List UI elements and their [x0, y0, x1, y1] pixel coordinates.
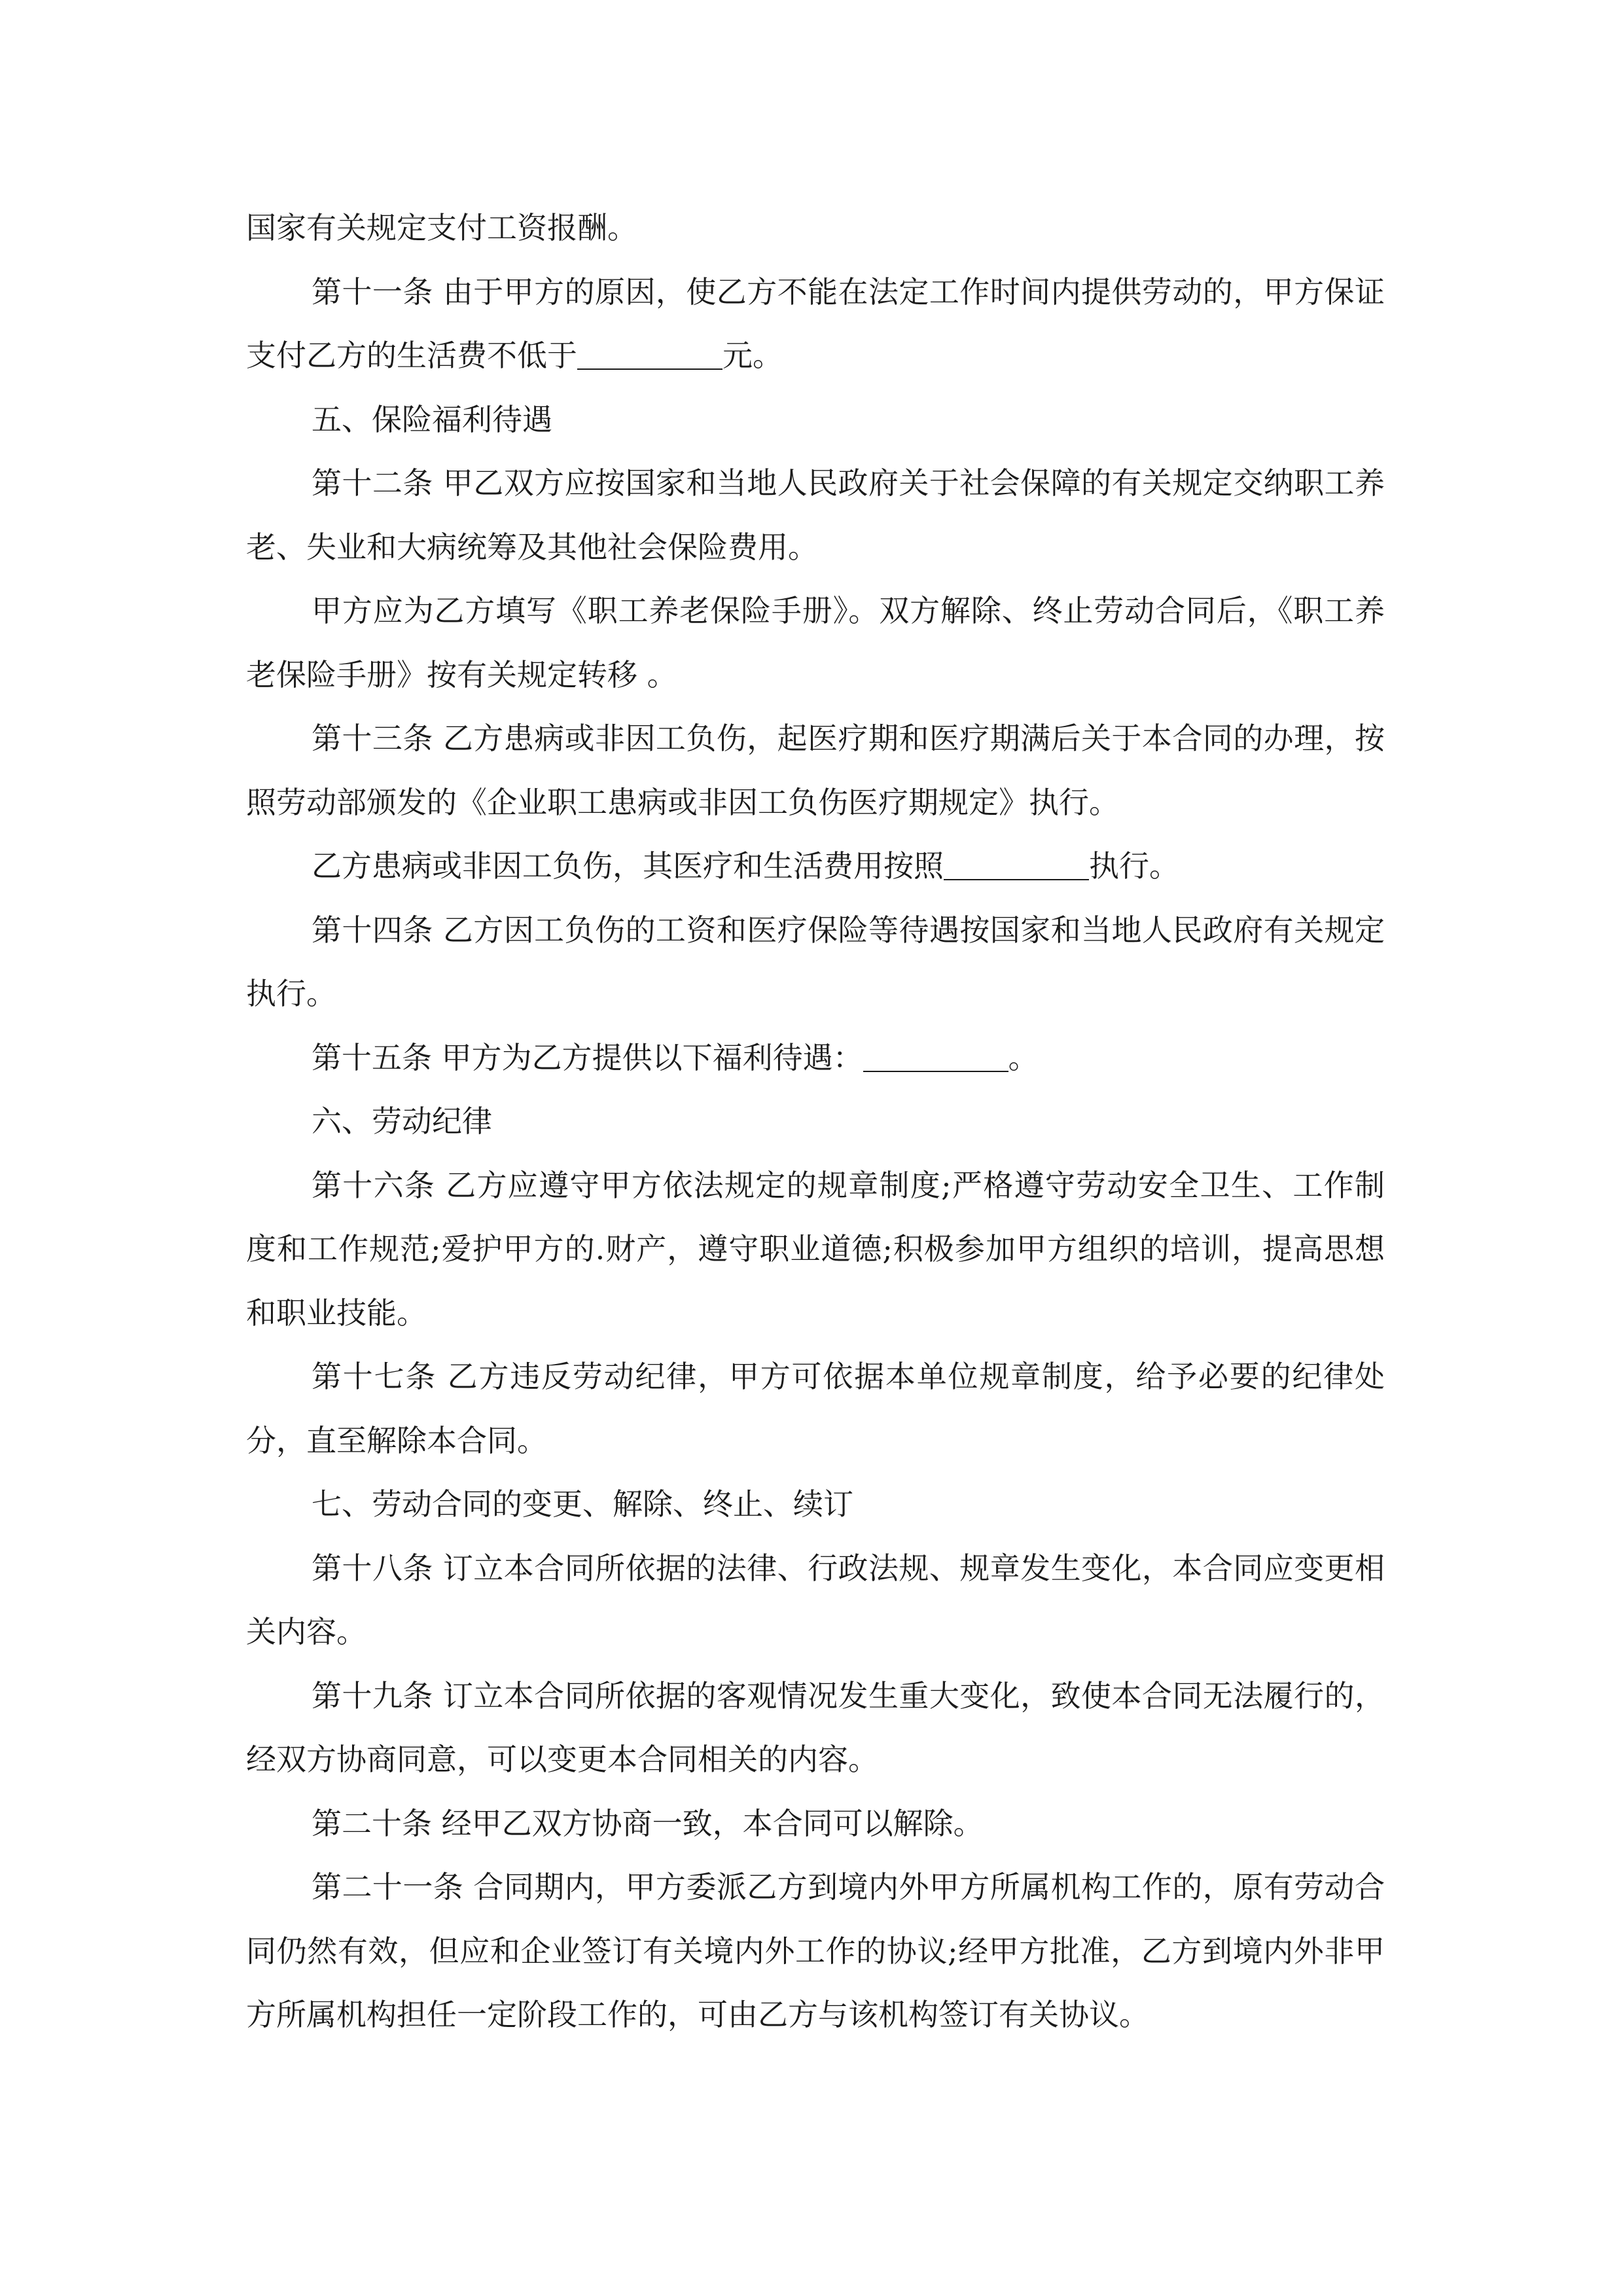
paragraph-article-15 — [246, 1026, 1385, 1090]
text-segment: 乙方患病或非因工负伤，其医疗和生活费用按照 — [312, 848, 944, 884]
section-heading-discipline — [246, 1090, 1385, 1154]
text-segment: 五、保险福利待遇 — [312, 401, 552, 437]
text-segment: 第二十条 经甲乙双方协商一致，本合同可以解除。 — [312, 1805, 984, 1841]
text-segment: 。 — [1008, 1039, 1039, 1075]
fill-in-blank — [577, 336, 722, 370]
text-segment: 元。 — [722, 338, 783, 373]
fill-in-blank — [944, 846, 1089, 880]
paragraph-article-18 — [246, 1537, 1385, 1664]
text-segment: 第十七条 乙方违反劳动纪律，甲方可依据本单位规章制度，给予必要的纪律处分，直至解除本合同。 — [246, 1359, 1385, 1458]
paragraph-article-13 — [246, 707, 1385, 834]
text-segment: 第十二条 甲乙双方应按国家和当地人民政府关于社会保障的有关规定交纳职工养老、失业和大病统筹及其他社会保险费用。 — [246, 465, 1385, 565]
text-segment: 六、劳动纪律 — [312, 1103, 492, 1139]
text-segment: 第二十一条 合同期内，甲方委派乙方到境内外甲方所属机构工作的，原有劳动合同仍然有效，但应和企业签订有关境内外工作的协议;经甲方批准，乙方到境内外非甲方所属机构担任一定阶段工作的，可由乙方与该机构签订有关协议。 — [246, 1869, 1385, 2032]
text-segment: 国家有关规定支付工资报酬。 — [246, 210, 637, 245]
fill-in-blank — [863, 1038, 1008, 1072]
text-segment: 第十六条 乙方应遵守甲方依法规定的规章制度;严格遵守劳动安全卫生、工作制度和工作规范;爱护甲方的.财产，遵守职业道德;积极参加甲方组织的培训，提高思想和职业技能。 — [246, 1167, 1385, 1331]
section-heading-contract-changes — [246, 1473, 1385, 1537]
paragraph-medical-costs — [246, 834, 1385, 899]
paragraph-article-12 — [246, 452, 1385, 579]
paragraph-pension-manual — [246, 579, 1385, 707]
paragraph-article-16 — [246, 1154, 1385, 1346]
text-segment: 第十一条 由于甲方的原因，使乙方不能在法定工作时间内提供劳动的，甲方保证支付乙方的生活费不低于 — [246, 274, 1385, 373]
text-segment: 甲方应为乙方填写《职工养老保险手册》。双方解除、终止劳动合同后，《职工养老保险手册》按有关规定转移 。 — [246, 593, 1385, 692]
text-segment: 第十五条 甲方为乙方提供以下福利待遇： — [312, 1039, 863, 1075]
text-segment: 执行。 — [1089, 848, 1179, 884]
text-segment: 第十三条 乙方患病或非因工负伤，起医疗期和医疗期满后关于本合同的办理，按照劳动部颁发的《企业职工患病或非因工负伤医疗期规定》执行。 — [246, 721, 1385, 820]
paragraph-article-11 — [246, 260, 1385, 388]
paragraph-article-19 — [246, 1664, 1385, 1792]
section-heading-insurance — [246, 388, 1385, 452]
paragraph-article-17 — [246, 1345, 1385, 1473]
paragraph-article-20 — [246, 1792, 1385, 1856]
document-body — [246, 196, 1385, 2047]
text-segment: 第十八条 订立本合同所依据的法律、行政法规、规章发生变化，本合同应变更相关内容。 — [246, 1550, 1385, 1649]
paragraph-article-14 — [246, 899, 1385, 1026]
paragraph-article-21 — [246, 1856, 1385, 2047]
text-segment: 第十四条 乙方因工负伤的工资和医疗保险等待遇按国家和当地人民政府有关规定执行。 — [246, 912, 1385, 1011]
text-segment: 七、劳动合同的变更、解除、终止、续订 — [312, 1486, 853, 1522]
text-segment: 第十九条 订立本合同所依据的客观情况发生重大变化，致使本合同无法履行的，经双方协商同意，可以变更本合同相关的内容。 — [246, 1677, 1385, 1777]
paragraph-1 — [246, 196, 1385, 260]
